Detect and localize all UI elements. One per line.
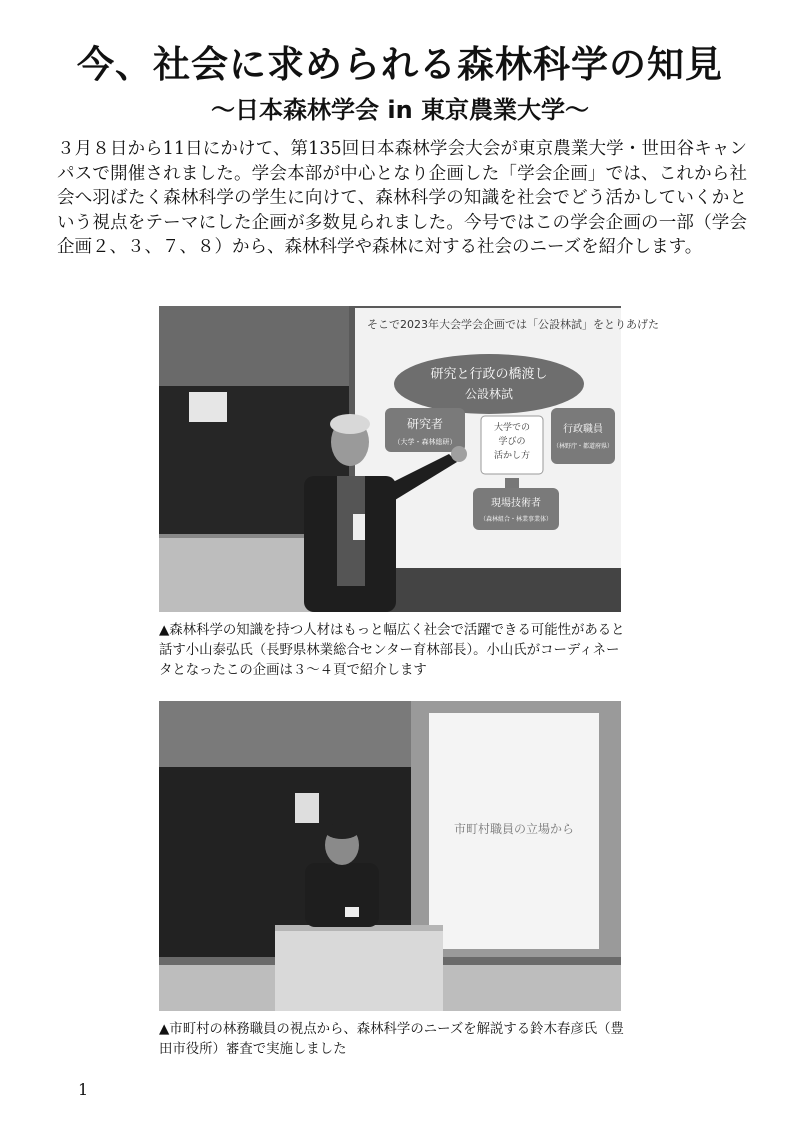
slide1-center-sublabel: 公設林試 bbox=[464, 387, 514, 401]
slide1-left-label: 研究者 bbox=[406, 417, 444, 431]
slide1-bottom-sublabel: （森林組合・林業事業体） bbox=[479, 516, 553, 523]
page-subtitle: ～日本森林学会 in 東京農業大学～ bbox=[210, 96, 590, 124]
slide1-right-label: 行政職員 bbox=[563, 424, 603, 435]
slide1-middle-line2: 学びの bbox=[498, 437, 526, 447]
speaker-photo-suzuki bbox=[159, 701, 621, 1011]
slide1-right-sublabel: （林野庁・都道府県） bbox=[552, 443, 614, 450]
intro-paragraph: ３月８日から11日にかけて、第135回日本森林学会大会が東京農業大学・世田谷キャンパスで開催されました。学会本部が中心となり企画した「学会企画」では、これから社会へ羽ばたく森林科学の学生に向けて、森林科学の知識を社会でどう活かしていくかという視点をテーマにした企画が多数見られました。今号ではこの学会企画の一部（学会企画２、３、７、８）から、森林科学や森林に対する社会のニーズを紹介します。 bbox=[57, 139, 747, 257]
slide1-middle-line3: 活かし方 bbox=[493, 451, 531, 461]
page-title: 今、社会に求められる森林科学の知見 bbox=[77, 43, 723, 86]
slide2-text: 市町村職員の立場から bbox=[453, 822, 575, 836]
slide1-left-sublabel: （大学・森林総研） bbox=[393, 438, 457, 446]
page-number: 1 bbox=[78, 1080, 89, 1099]
slide1-middle-line1: 大学での bbox=[493, 423, 531, 433]
slide1-center-label: 研究と行政の橋渡し bbox=[430, 367, 548, 382]
slide1-heading: そこで2023年大会学会企画では「公設林試」をとりあげた bbox=[367, 318, 659, 331]
slide1-bottom-label: 現場技術者 bbox=[491, 498, 541, 509]
speaker-photo-koyama bbox=[159, 306, 659, 612]
photo2-caption: ▲市町村の林務職員の視点から、森林科学のニーズを解説する鈴木春彦氏（豊田市役所）審査で実施しました bbox=[159, 1022, 624, 1057]
photo1-caption: ▲森林科学の知識を持つ人材はもっと幅広く社会で活躍できる可能性があると話す小山泰弘氏（長野県林業総合センター育林部長）。小山氏がコーディネータとなったこの企画は３～４頁で紹介します bbox=[159, 623, 625, 678]
